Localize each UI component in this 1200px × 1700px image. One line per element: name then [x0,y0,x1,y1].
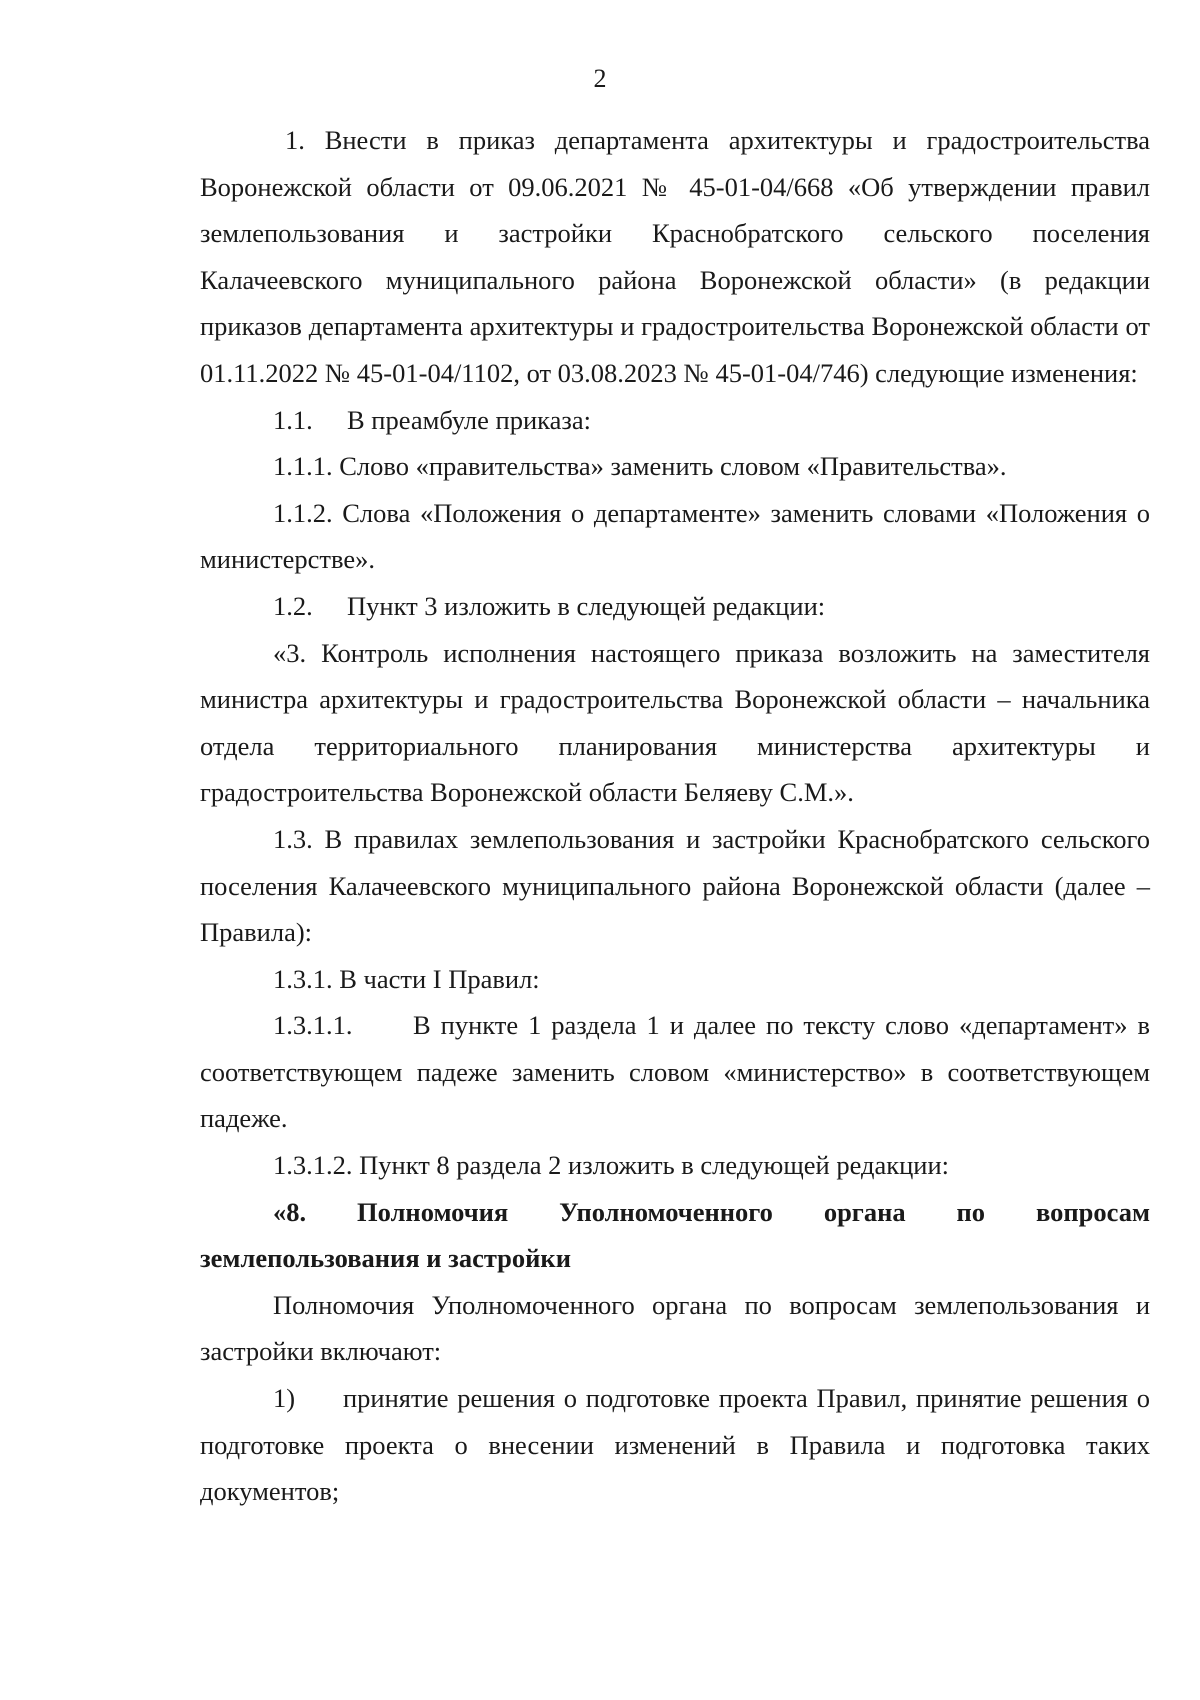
paragraph-number: 1.1. [273,404,313,435]
paragraph-item-1-1-2: 1.1.2. Слова «Положения о департаменте» заменить словами «Положения о министерстве». [200,497,1150,575]
paragraph-number: 1.2. [273,590,313,621]
page-number: 2 [593,64,607,93]
paragraph-item-1-1 [200,397,1150,444]
paragraph-item-1-3-1-2: 1.3.1.2. Пункт 8 раздела 2 изложить в следующей редакции: [273,1150,950,1181]
document-body [200,117,1150,1515]
list-item-text: принятие решения о подготовке проекта Правил, принятие решения о подготовке проекта о внесении изменений в Правила и подготовка таких документов; [200,1383,1150,1507]
paragraph-text: Пункт 3 изложить в следующей редакции: [347,590,826,621]
paragraph-item-1-3: 1.3. В правилах землепользования и застройки Краснобратского сельского поселения Калачеевского муниципального района Воронежской области (далее – Правила): [200,823,1150,948]
paragraph-item-1-3-1: 1.3.1. В части I Правил: [273,963,540,994]
list-marker: 1) [273,1383,296,1414]
paragraph-item-1-2 [200,583,1150,630]
paragraph-powers-intro: Полномочия Уполномоченного органа по вопросам землепользования и застройки включают: [200,1289,1150,1367]
paragraph-item-1: 1. Внести в приказ департамента архитектуры и градостроительства Воронежской области от 09.06.2021 № 45-01-04/668 «Об утверждении правил землепользования и застройки Краснобратского сельского поселения Калачеевского муниципального района Воронежской области» (в редакции приказов департамента архитектуры и градостроительства Воронежской области от 01.11.2022 № 45-01-04/1102, от 03.08.2023 № 45-01-04/746) следующие изменения: [200,125,1150,388]
paragraph-quoted-item-3: «3. Контроль исполнения настоящего приказа возложить на заместителя министра архитектуры и градостроительства Воронежской области – начальника отдела территориального планирования министерства архитектуры и градостроительства Воронежской области Беляеву С.М.». [200,637,1150,808]
paragraph-item-1-1-1: 1.1.1. Слово «правительства» заменить словом «Правительства». [273,451,1007,482]
section-heading-8: «8. Полномочия Уполномоченного органа по вопросам землепользования и застройки [200,1196,1150,1274]
paragraph-text: В пункте 1 раздела 1 и далее по тексту слово «департамент» в соответствующем падеже заменить словом «министерство» в соответствующем падеже. [200,1010,1150,1134]
list-item-1 [200,1375,1150,1515]
paragraph-number: 1.3.1.1. [273,1010,353,1041]
paragraph-text: В преамбуле приказа: [347,404,591,435]
paragraph-item-1-3-1-1 [200,1002,1150,1142]
